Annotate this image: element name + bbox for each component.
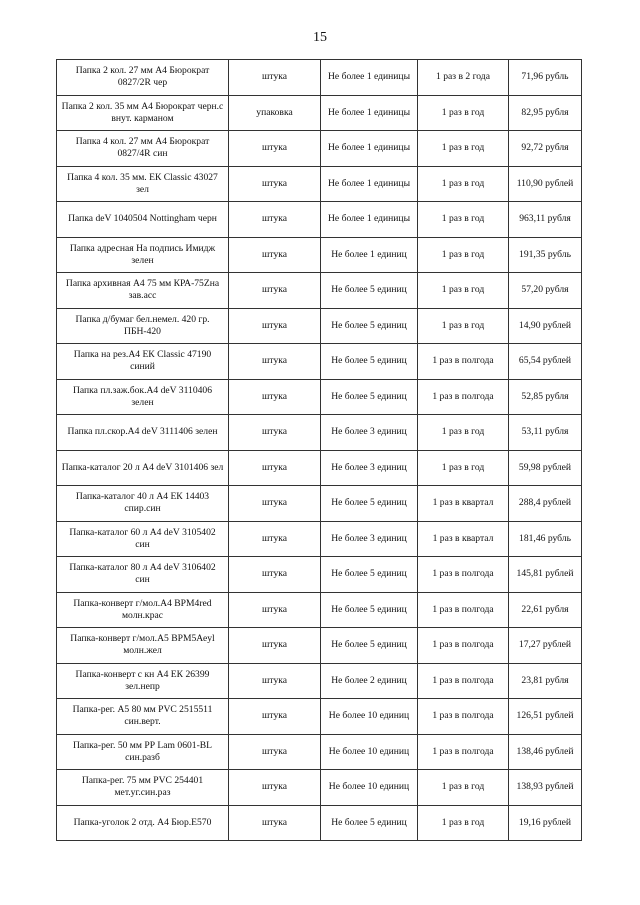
item-name-cell: Папка 2 кол. 27 мм А4 Бюрократ 0827/2R чер [57,60,229,96]
table-row [57,237,582,273]
item-name-cell: Папка пл.скор.А4 deV 3111406 зелен [57,415,229,451]
price-cell: 59,98 рублей [509,450,582,486]
quantity-limit-cell: Не более 1 единиц [321,237,418,273]
unit-cell: штука [229,628,321,664]
unit-cell: штука [229,202,321,238]
item-name-cell: Папка-рег. 75 мм PVC 254401 мет.уг.син.раз [57,770,229,806]
table-row [57,344,582,380]
table-row [57,699,582,735]
quantity-limit-cell: Не более 3 единиц [321,521,418,557]
price-cell: 19,16 рублей [509,805,582,841]
unit-cell: штука [229,734,321,770]
price-cell: 181,46 рубль [509,521,582,557]
unit-cell: штука [229,592,321,628]
quantity-limit-cell: Не более 5 единиц [321,344,418,380]
price-cell: 145,81 рублей [509,557,582,593]
item-name-cell: Папка-каталог 60 л А4 deV 3105402 син [57,521,229,557]
item-name-cell: Папка 4 кол. 35 мм. ЕК Classic 43027 зел [57,166,229,202]
frequency-cell: 1 раз в полгода [418,699,509,735]
quantity-limit-cell: Не более 3 единиц [321,450,418,486]
frequency-cell: 1 раз в год [418,131,509,167]
item-name-cell: Папка-рег. 50 мм РР Lam 0601-BL син.разб [57,734,229,770]
frequency-cell: 1 раз в квартал [418,521,509,557]
item-name-cell: Папка-уголок 2 отд. А4 Бюр.Е570 [57,805,229,841]
price-cell: 963,11 рубля [509,202,582,238]
frequency-cell: 1 раз в год [418,805,509,841]
unit-cell: штука [229,166,321,202]
price-table [56,59,582,841]
price-cell: 138,46 рублей [509,734,582,770]
table-row [57,450,582,486]
item-name-cell: Папка deV 1040504 Nottingham черн [57,202,229,238]
unit-cell: штука [229,273,321,309]
unit-cell: штука [229,486,321,522]
table-row [57,628,582,664]
item-name-cell: Папка пл.заж.бок.А4 deV 3110406 зелен [57,379,229,415]
table-row [57,770,582,806]
table-row [57,308,582,344]
quantity-limit-cell: Не более 3 единиц [321,415,418,451]
item-name-cell: Папка-рег. А5 80 мм PVC 2515511 син.верт. [57,699,229,735]
price-cell: 22,61 рубля [509,592,582,628]
quantity-limit-cell: Не более 5 единиц [321,592,418,628]
quantity-limit-cell: Не более 10 единиц [321,770,418,806]
item-name-cell: Папка адресная На подпись Имидж зелен [57,237,229,273]
frequency-cell: 1 раз в год [418,415,509,451]
frequency-cell: 1 раз в полгода [418,663,509,699]
unit-cell: штука [229,557,321,593]
frequency-cell: 1 раз в год [418,770,509,806]
table-row [57,805,582,841]
price-cell: 23,81 рубля [509,663,582,699]
frequency-cell: 1 раз в квартал [418,486,509,522]
price-cell: 53,11 рубля [509,415,582,451]
unit-cell: упаковка [229,95,321,131]
frequency-cell: 1 раз в полгода [418,557,509,593]
table-row [57,131,582,167]
frequency-cell: 1 раз в полгода [418,734,509,770]
unit-cell: штука [229,663,321,699]
table-row [57,521,582,557]
price-cell: 52,85 рубля [509,379,582,415]
table-row [57,592,582,628]
price-cell: 82,95 рубля [509,95,582,131]
page-number: 15 [313,30,327,45]
frequency-cell: 1 раз в 2 года [418,60,509,96]
table-row [57,95,582,131]
frequency-cell: 1 раз в полгода [418,628,509,664]
price-cell: 14,90 рублей [509,308,582,344]
price-cell: 191,35 рубль [509,237,582,273]
item-name-cell: Папка д/бумаг бел.немел. 420 гр. ПБН-420 [57,308,229,344]
price-cell: 65,54 рублей [509,344,582,380]
quantity-limit-cell: Не более 1 единицы [321,166,418,202]
quantity-limit-cell: Не более 5 единиц [321,379,418,415]
quantity-limit-cell: Не более 10 единиц [321,699,418,735]
unit-cell: штука [229,237,321,273]
item-name-cell: Папка 2 кол. 35 мм А4 Бюрократ черн.с внут. карманом [57,95,229,131]
frequency-cell: 1 раз в год [418,273,509,309]
quantity-limit-cell: Не более 5 единиц [321,273,418,309]
quantity-limit-cell: Не более 5 единиц [321,486,418,522]
unit-cell: штука [229,131,321,167]
item-name-cell: Папка на рез.А4 ЕК Classic 47190 синий [57,344,229,380]
quantity-limit-cell: Не более 5 единиц [321,557,418,593]
table-row [57,557,582,593]
frequency-cell: 1 раз в год [418,450,509,486]
frequency-cell: 1 раз в год [418,166,509,202]
price-cell: 288,4 рублей [509,486,582,522]
price-cell: 110,90 рублей [509,166,582,202]
unit-cell: штука [229,805,321,841]
price-cell: 126,51 рублей [509,699,582,735]
quantity-limit-cell: Не более 5 единиц [321,805,418,841]
unit-cell: штука [229,60,321,96]
unit-cell: штука [229,699,321,735]
item-name-cell: Папка 4 кол. 27 мм А4 Бюрократ 0827/4R син [57,131,229,167]
unit-cell: штука [229,521,321,557]
frequency-cell: 1 раз в полгода [418,592,509,628]
price-cell: 71,96 рубль [509,60,582,96]
frequency-cell: 1 раз в год [418,308,509,344]
table-row [57,166,582,202]
unit-cell: штука [229,344,321,380]
table-row [57,663,582,699]
price-cell: 17,27 рублей [509,628,582,664]
price-cell: 57,20 рубля [509,273,582,309]
table-row [57,60,582,96]
quantity-limit-cell: Не более 5 единиц [321,308,418,344]
quantity-limit-cell: Не более 10 единиц [321,734,418,770]
unit-cell: штука [229,379,321,415]
unit-cell: штука [229,770,321,806]
frequency-cell: 1 раз в год [418,202,509,238]
item-name-cell: Папка-конверт г/мол.А5 ВРМ5Аеyl молн.жел [57,628,229,664]
item-name-cell: Папка-конверт г/мол.А4 ВРМ4red молн.крас [57,592,229,628]
quantity-limit-cell: Не более 5 единиц [321,628,418,664]
item-name-cell: Папка-каталог 40 л А4 ЕК 14403 спир.син [57,486,229,522]
price-cell: 138,93 рублей [509,770,582,806]
unit-cell: штука [229,450,321,486]
item-name-cell: Папка-каталог 80 л А4 deV 3106402 син [57,557,229,593]
quantity-limit-cell: Не более 1 единицы [321,95,418,131]
table-row [57,415,582,451]
table-row [57,486,582,522]
quantity-limit-cell: Не более 1 единицы [321,60,418,96]
frequency-cell: 1 раз в год [418,95,509,131]
table-row [57,734,582,770]
unit-cell: штука [229,308,321,344]
frequency-cell: 1 раз в полгода [418,379,509,415]
table-body [57,60,582,841]
unit-cell: штука [229,415,321,451]
table-row [57,202,582,238]
quantity-limit-cell: Не более 1 единицы [321,202,418,238]
price-cell: 92,72 рубля [509,131,582,167]
quantity-limit-cell: Не более 2 единиц [321,663,418,699]
item-name-cell: Папка-конверт с кн А4 ЕК 26399 зел.непр [57,663,229,699]
frequency-cell: 1 раз в год [418,237,509,273]
quantity-limit-cell: Не более 1 единицы [321,131,418,167]
item-name-cell: Папка-каталог 20 л А4 deV 3101406 зел [57,450,229,486]
table-row [57,379,582,415]
item-name-cell: Папка архивная А4 75 мм КРА-75Zна зав.асс [57,273,229,309]
table-row [57,273,582,309]
frequency-cell: 1 раз в полгода [418,344,509,380]
